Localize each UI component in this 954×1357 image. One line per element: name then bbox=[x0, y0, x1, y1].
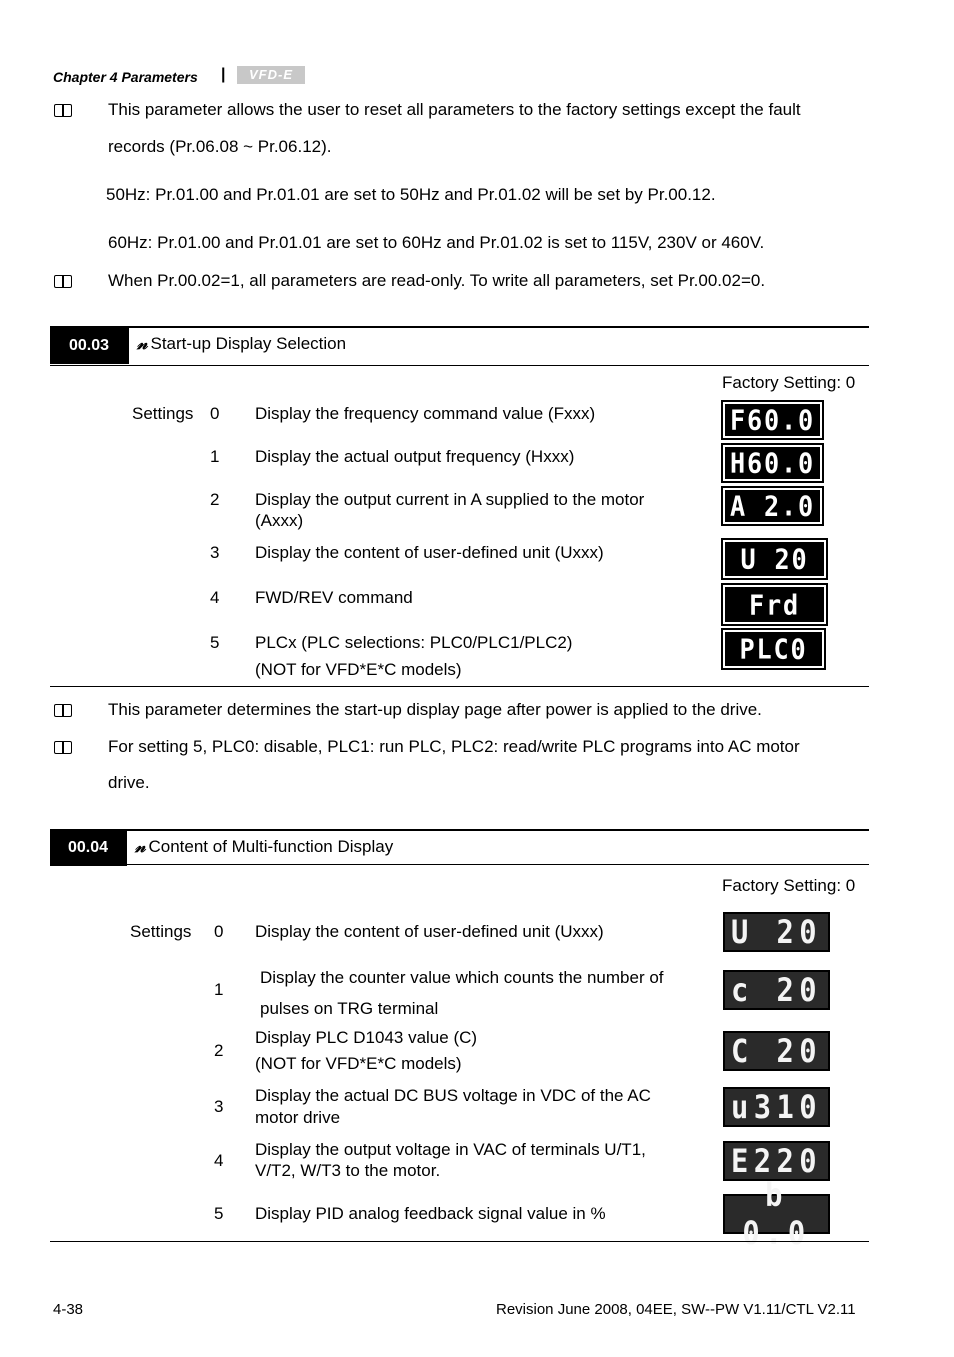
section-rule bbox=[50, 365, 869, 366]
setting-desc: Display the actual DC BUS voltage in VDC of the AC bbox=[255, 1086, 651, 1105]
factory-setting: Factory Setting: 0 bbox=[722, 373, 856, 392]
book-note-icon bbox=[54, 741, 72, 753]
led-display: Frd bbox=[721, 583, 828, 626]
pencil-icon: 𝓃 bbox=[137, 334, 148, 353]
setting-desc: motor drive bbox=[255, 1108, 341, 1127]
book-note-icon bbox=[54, 275, 72, 287]
section-rule bbox=[50, 326, 869, 328]
setting-desc: Display the output current in A supplied to the motor bbox=[255, 490, 645, 509]
setting-desc: Display PID analog feedback signal value in % bbox=[255, 1204, 606, 1223]
setting-desc: Display PLC D1043 value (C) bbox=[255, 1028, 478, 1047]
setting-value: 3 bbox=[210, 543, 220, 562]
setting-value: 2 bbox=[214, 1041, 224, 1060]
divider bbox=[128, 328, 129, 364]
header-separator: | bbox=[221, 66, 226, 83]
setting-value: 5 bbox=[214, 1204, 224, 1223]
setting-desc: (NOT for VFD*E*C models) bbox=[255, 1054, 462, 1073]
note-text: 50Hz: Pr.01.00 and Pr.01.01 are set to 50Hz and Pr.01.02 will be set by Pr.00.12. bbox=[106, 185, 716, 204]
led-display: F60.0 bbox=[721, 400, 824, 440]
setting-value: 1 bbox=[214, 980, 224, 999]
led-display: PLC0 bbox=[721, 628, 826, 670]
setting-desc: PLCx (PLC selections: PLC0/PLC1/PLC2) bbox=[255, 633, 573, 652]
setting-desc: Display the content of user-defined unit (Uxxx) bbox=[255, 543, 604, 562]
note-text: drive. bbox=[108, 773, 150, 792]
setting-value: 0 bbox=[210, 404, 220, 423]
note-text: When Pr.00.02=1, all parameters are read-only. To write all parameters, set Pr.00.02=0. bbox=[108, 271, 766, 290]
setting-desc: Display the output voltage in VAC of terminals U/T1, bbox=[255, 1140, 646, 1159]
chapter-title: Chapter 4 Parameters bbox=[53, 69, 198, 85]
led-display: U 20 bbox=[721, 538, 828, 580]
pencil-icon: 𝓃 bbox=[135, 837, 146, 856]
settings-label: Settings bbox=[130, 922, 192, 941]
param-title: 𝓃 Content of Multi-function Display bbox=[135, 837, 394, 856]
led-display: U 20 bbox=[723, 912, 830, 952]
led-display: b 0.0 bbox=[723, 1194, 830, 1234]
led-display: H60.0 bbox=[721, 443, 824, 483]
setting-desc: Display the actual output frequency (Hxxx) bbox=[255, 447, 575, 466]
note-text: records (Pr.06.08 ~ Pr.06.12). bbox=[108, 137, 332, 156]
setting-desc: (NOT for VFD*E*C models) bbox=[255, 660, 462, 679]
param-code: 00.03 bbox=[50, 328, 128, 364]
section-rule bbox=[50, 1241, 869, 1242]
section-rule bbox=[50, 686, 869, 687]
revision-text: Revision June 2008, 04EE, SW--PW V1.11/CTL V2.11 bbox=[496, 1301, 856, 1318]
setting-value: 0 bbox=[214, 922, 224, 941]
setting-desc: Display the counter value which counts the number of bbox=[260, 968, 664, 987]
settings-label: Settings bbox=[132, 404, 194, 423]
note-text: This parameter allows the user to reset all parameters to the factory settings except the fault bbox=[108, 100, 801, 119]
setting-value: 4 bbox=[214, 1151, 224, 1170]
vfd-e-logo: VFD-E bbox=[237, 66, 305, 84]
factory-setting: Factory Setting: 0 bbox=[722, 876, 856, 895]
setting-value: 2 bbox=[210, 490, 220, 509]
note-text: For setting 5, PLC0: disable, PLC1: run PLC, PLC2: read/write PLC programs into AC motor bbox=[108, 737, 800, 756]
setting-value: 3 bbox=[214, 1097, 224, 1116]
setting-desc: Display the content of user-defined unit (Uxxx) bbox=[255, 922, 604, 941]
led-display: A 2.0 bbox=[721, 486, 824, 526]
section-rule bbox=[50, 829, 869, 831]
setting-value: 1 bbox=[210, 447, 220, 466]
led-display: u310 bbox=[723, 1087, 830, 1127]
section-rule bbox=[50, 864, 869, 865]
setting-desc: (Axxx) bbox=[255, 511, 304, 530]
setting-desc: pulses on TRG terminal bbox=[260, 999, 439, 1018]
param-code: 00.04 bbox=[50, 830, 126, 866]
note-text: 60Hz: Pr.01.00 and Pr.01.01 are set to 60Hz and Pr.01.02 is set to 115V, 230V or 460V. bbox=[108, 233, 765, 252]
setting-desc: V/T2, W/T3 to the motor. bbox=[255, 1161, 441, 1180]
book-note-icon bbox=[54, 104, 72, 116]
led-display: c 20 bbox=[723, 970, 830, 1010]
page-number: 4-38 bbox=[53, 1301, 84, 1318]
setting-desc: Display the frequency command value (Fxxx) bbox=[255, 404, 596, 423]
led-display: C 20 bbox=[723, 1031, 830, 1071]
note-text: This parameter determines the start-up display page after power is applied to the drive. bbox=[108, 700, 762, 719]
setting-desc: FWD/REV command bbox=[255, 588, 413, 607]
book-note-icon bbox=[54, 704, 72, 716]
led-display: E220 bbox=[723, 1141, 830, 1181]
param-title: 𝓃 Start-up Display Selection bbox=[137, 334, 347, 353]
divider bbox=[126, 830, 127, 866]
setting-value: 4 bbox=[210, 588, 220, 607]
setting-value: 5 bbox=[210, 633, 220, 652]
